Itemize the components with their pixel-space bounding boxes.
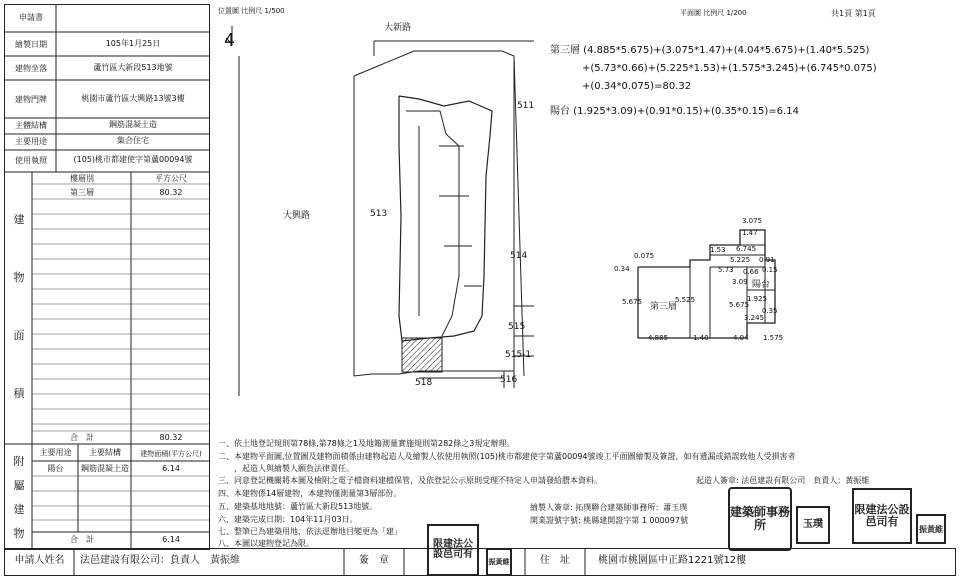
formula-floor-line-3: +(0.34*0.075)=80.32 xyxy=(582,81,692,92)
attached-col-area: 建物面積(平方公尺) xyxy=(140,450,202,458)
company-seal-right: 限建法公設邑司有 xyxy=(852,488,912,544)
area-col-sqm: 平方公尺 xyxy=(155,174,187,183)
dim-066: 0.66 xyxy=(743,268,759,276)
company-seal-footer: 限建法公設邑司有 xyxy=(427,524,479,576)
lot-515: 515 xyxy=(508,322,526,332)
dim-573: 5.73 xyxy=(718,266,734,274)
attached-area: 6.14 xyxy=(162,464,180,473)
person-seal-right: 振黃維 xyxy=(916,514,946,544)
dim-3245: 3.245 xyxy=(744,314,765,322)
lot-513: 513 xyxy=(370,209,388,219)
attached-col-struct: 主要結構 xyxy=(89,448,121,457)
dim-404: 4.04 xyxy=(733,334,749,342)
architect-seal-b: 玉璞 xyxy=(796,506,830,544)
area-col-layer: 樓層別 xyxy=(70,174,94,183)
lot-515-1: 515-1 xyxy=(505,350,532,360)
dim-1925: 1.925 xyxy=(747,295,768,303)
applicant-value: 法邑建設有限公司：負責人 黃振維 xyxy=(80,555,240,566)
label-main-use: 主要用途 xyxy=(15,137,47,146)
lot-511: 511 xyxy=(517,101,535,111)
dim-153: 1.53 xyxy=(710,246,726,254)
label-use-license: 使用執照 xyxy=(15,156,47,165)
value-building-location: 蘆竹區大新段513地號 xyxy=(93,63,173,72)
attached-col-use: 主要用途 xyxy=(39,448,72,457)
dim-015: 0.15 xyxy=(762,266,778,274)
sign-label: 簽 章 xyxy=(359,555,389,566)
formula-floor-line-2: +(5.73*0.66)+(5.225*1.53)+(1.575*3.245)+(6.745*0.075) xyxy=(582,63,877,74)
area-layer-value: 80.32 xyxy=(159,188,183,197)
road-label-top: 大新路 xyxy=(384,23,412,33)
address-label: 住 址 xyxy=(540,555,570,566)
attached-side-char-4: 物 xyxy=(13,527,25,540)
dim-309: 3.09 xyxy=(732,278,748,286)
value-address: 桃園市蘆竹區大興路13號3樓 xyxy=(81,94,185,103)
lot-518: 518 xyxy=(415,378,433,388)
site-plan xyxy=(214,16,534,396)
attached-side-char-2: 屬 xyxy=(13,479,25,492)
dim-147: 1.47 xyxy=(742,229,758,237)
note-8: 八、本圖以建物登記為限。 xyxy=(218,539,314,548)
note-5: 五、建築基地地號：蘆竹區大新段513地號。 xyxy=(218,502,378,511)
area-side-char-4: 積 xyxy=(13,387,25,400)
label-address: 建物門牌 xyxy=(15,95,47,104)
label-structure: 主體結構 xyxy=(15,121,47,130)
formula-balcony: 陽台 (1.925*3.09)+(0.91*0.15)+(0.35*0.15)=6.14 xyxy=(550,106,799,117)
road-label-left: 大興路 xyxy=(283,211,311,221)
north-label: 4 xyxy=(224,30,235,51)
area-side-char-1: 建 xyxy=(13,213,25,226)
dim-5225: 5.225 xyxy=(730,256,751,264)
dim-1575: 1.575 xyxy=(763,334,784,342)
note-3: 三、同意登記機關將本圖及檢附之電子檔資料建檔保管，及依登記公示原則受理不特定人申請發給謄本資料。 xyxy=(218,476,602,485)
value-draw-date: 105年1月25日 xyxy=(105,39,161,48)
value-structure: 鋼筋混凝土造 xyxy=(109,120,157,129)
formula-floor-line-1: 第三層 (4.885*5.675)+(3.075*1.47)+(4.04*5.675)+(1.40*5.525) xyxy=(550,45,870,56)
attached-total-label: 合 計 xyxy=(70,535,94,544)
attached-struct: 鋼筋混凝土造 xyxy=(81,464,129,473)
builder-signature-label: 起造人簽章: 法邑建設有限公司 負責人：黃振維 xyxy=(696,476,870,485)
value-use-license: (105)桃市都建使字第蘆00094號 xyxy=(73,155,193,164)
note-7: 七、整筆已為建築用地，依法逕辦地目變更為「建」 xyxy=(218,527,402,536)
dim-091: 0.91 xyxy=(759,256,775,264)
label-application: 申請書 xyxy=(19,13,43,22)
license-number: 開業證號字號: 桃縣建開證字第 1 000097號 xyxy=(530,516,688,525)
dim-4885: 4.885 xyxy=(648,334,669,342)
note-4: 四、本建物係14層建物，本建物僅測量第3層部份。 xyxy=(218,489,402,498)
dim-5675-left: 5.675 xyxy=(622,298,643,306)
attached-side-char-3: 建 xyxy=(13,503,25,516)
lot-514: 514 xyxy=(510,251,528,261)
floor-room-label: 第三層 xyxy=(650,302,678,312)
applicant-label: 申請人姓名 xyxy=(14,555,65,566)
dim-3075: 3.075 xyxy=(742,217,763,225)
floor-balcony-label: 陽台 xyxy=(752,280,771,290)
drafter-signature-label: 繪製人簽章: 拓璞聯合建築師事務所：蕭玉璞 xyxy=(530,503,688,512)
attached-side-char-1: 附 xyxy=(13,455,25,468)
plan-scale: 平面圖 比例尺 1/200 xyxy=(680,9,747,17)
note-6: 六、建築完成日期：104年11月03日。 xyxy=(218,515,358,524)
label-draw-date: 繪製日期 xyxy=(15,40,47,49)
dim-034: 0.34 xyxy=(614,265,630,273)
lot-516: 516 xyxy=(500,375,518,385)
attached-use: 陽台 xyxy=(47,464,64,473)
area-total-label: 合 計 xyxy=(70,433,94,442)
area-total-value: 80.32 xyxy=(159,433,183,442)
page-indicator: 共1頁 第1頁 xyxy=(831,9,876,18)
value-main-use: 集合住宅 xyxy=(117,136,149,145)
dim-6745: 6.745 xyxy=(736,245,757,253)
address-value: 桃園市桃園區中正路1221號12樓 xyxy=(598,555,747,566)
note-2: 二、本建物平面圖,位置圖及建物面積係由建物起造人及繪製人依使用執照(105)桃市都建使字第蘆00094號竣工平面圖繪製及簽證，如有遺漏或錯誤致他人受損害者 xyxy=(218,452,796,461)
dim-5675-mid: 5.675 xyxy=(729,301,750,309)
area-side-char-2: 物 xyxy=(13,271,25,284)
note-2-cont: ，起造人與繪製人願負法律責任。 xyxy=(218,464,354,473)
note-1: 一、依土地登記規則第78條,第78條之1及地籍測量實施規則第282條之3規定辦理。 xyxy=(218,439,515,448)
person-seal-footer: 振黃維 xyxy=(486,548,512,576)
dim-035: 0.35 xyxy=(762,307,778,315)
dim-140: 1.40 xyxy=(693,334,709,342)
area-layer-name: 第三層 xyxy=(70,188,94,197)
dim-0075: 0.075 xyxy=(634,252,655,260)
architect-seal-a: 建築師事務所 xyxy=(728,487,792,551)
label-building-location: 建物坐落 xyxy=(15,64,47,73)
area-side-char-3: 面 xyxy=(13,329,25,342)
dim-5525: 5.525 xyxy=(675,296,696,304)
location-scale: 位置圖 比例尺 1/500 xyxy=(218,7,285,15)
attached-total-value: 6.14 xyxy=(162,535,180,544)
